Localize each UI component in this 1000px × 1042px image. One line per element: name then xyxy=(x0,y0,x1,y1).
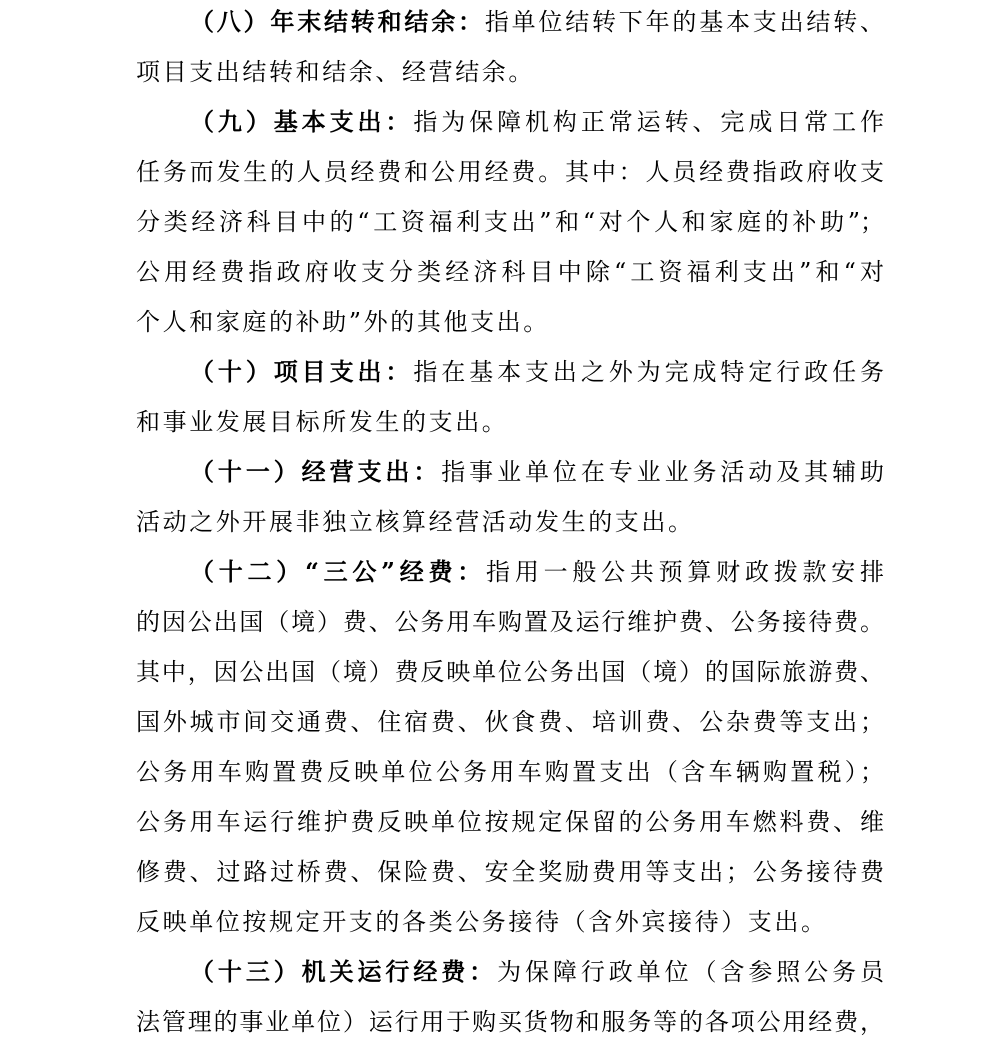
text-line: 修费、过路过桥费、保险费、安全奖励费用等支出；公务接待费 xyxy=(136,858,884,886)
section-text: 指在基本支出之外为完成特定行政任务 xyxy=(413,358,884,386)
text-line: 项目支出结转和结余、经营结余。 xyxy=(136,58,535,86)
document-page xyxy=(0,2,1000,1042)
section-heading: （八）年末结转和结余： xyxy=(190,7,485,36)
paragraph-operating-expenditure xyxy=(0,452,1000,542)
text-line: 法管理的事业单位）运行用于购买货物和服务等的各项公用经费， xyxy=(136,1008,884,1036)
section-heading: （十一）经营支出： xyxy=(190,457,442,486)
section-heading: （十二）“三公”经费： xyxy=(190,557,487,586)
section-heading: （十三）机关运行经费： xyxy=(190,957,498,986)
section-text: 指单位结转下年的基本支出结转、 xyxy=(484,8,884,36)
text-line: 任务而发生的人员经费和公用经费。其中：人员经费指政府收支 xyxy=(136,158,884,186)
paragraph-year-end-balance xyxy=(0,2,1000,92)
text-line: 公用经费指政府收支分类经济科目中除“工资福利支出”和“对 xyxy=(136,258,884,286)
text-line: 反映单位按规定开支的各类公务接待（含外宾接待）支出。 xyxy=(136,908,828,936)
text-line: 国外城市间交通费、住宿费、伙食费、培训费、公杂费等支出； xyxy=(136,708,884,736)
text-line xyxy=(190,452,884,492)
paragraph-project-expenditure xyxy=(0,352,1000,442)
section-text: 指用一般公共预算财政拨款安排 xyxy=(486,558,884,586)
text-line: 分类经济科目中的“工资福利支出”和“对个人和家庭的补助”； xyxy=(136,208,884,236)
text-line: 公务用车运行维护费反映单位按规定保留的公务用车燃料费、维 xyxy=(136,808,884,836)
paragraph-agency-operating-funds xyxy=(0,952,1000,1042)
text-line: 的因公出国（境）费、公务用车购置及运行维护费、公务接待费。 xyxy=(136,608,884,636)
text-line: 公务用车购置费反映单位公务用车购置支出（含车辆购置税）； xyxy=(136,758,884,786)
text-line: 其中，因公出国（境）费反映单位公务出国（境）的国际旅游费、 xyxy=(136,658,884,686)
text-line xyxy=(190,952,884,992)
text-line xyxy=(190,102,884,142)
text-line: 活动之外开展非独立核算经营活动发生的支出。 xyxy=(136,508,695,536)
text-line xyxy=(190,352,884,392)
text-line: 个人和家庭的补助”外的其他支出。 xyxy=(136,308,550,336)
text-line xyxy=(190,552,884,592)
section-text: 指事业单位在专业业务活动及其辅助 xyxy=(441,458,884,486)
text-line: 和事业发展目标所发生的支出。 xyxy=(136,408,509,436)
text-line xyxy=(190,2,884,42)
section-text: 为保障行政单位（含参照公务员 xyxy=(497,958,884,986)
paragraph-three-public-expenses xyxy=(0,552,1000,942)
paragraph-basic-expenditure xyxy=(0,102,1000,342)
section-heading: （十）项目支出： xyxy=(190,357,414,386)
section-text: 指为保障机构正常运转、完成日常工作 xyxy=(413,108,884,136)
section-heading: （九）基本支出： xyxy=(190,107,414,136)
